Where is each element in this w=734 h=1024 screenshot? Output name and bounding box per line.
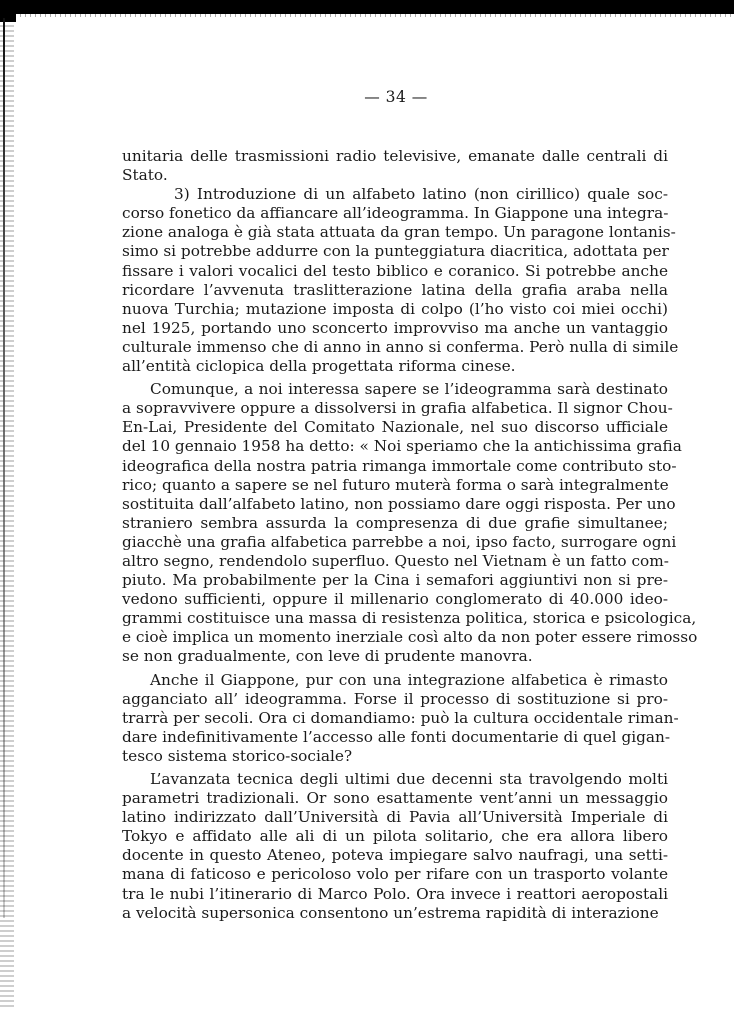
scan-top-border-noise (0, 14, 734, 17)
text-line: docente in questo Ateneo, poteva impiegare salvo naufragi, una setti- (122, 846, 668, 865)
text-line: grammi costituisce una massa di resistenza politica, storica e psicologica, (122, 609, 697, 628)
text-line: nuova Turchia; mutazione imposta di colpo (l’ho visto coi miei occhi) (122, 299, 668, 318)
text-line: all’entità ciclopica della progettata riforma cinese. (122, 357, 516, 376)
text-line: straniero sembra assurda la compresenza di due grafie simultanee; (122, 513, 668, 532)
text-line: se non gradualmente, con leve di prudente manovra. (122, 647, 533, 666)
text-line: ideografica della nostra patria rimanga immortale come contributo sto- (122, 456, 677, 475)
page-number: — 34 — (364, 88, 428, 106)
text-line: Anche il Giappone, pur con una integrazione alfabetica è rimasto (150, 670, 668, 689)
body-text (122, 147, 698, 923)
text-line: giacchè una grafia alfabetica parrebbe a noi, ipso facto, surrogare ogni (122, 532, 677, 551)
scan-left-edge-line (3, 18, 5, 918)
text-line: tra le nubi l’itinerario di Marco Polo. Ora invece i reattori aeropostali (122, 884, 668, 903)
text-line: Comunque, a noi interessa sapere se l’ideogramma sarà destinato (150, 380, 668, 399)
text-line: mana di faticoso e pericoloso volo per rifare con un trasporto volante (122, 865, 668, 884)
text-line: culturale immenso che di anno in anno si conferma. Però nulla di simile (122, 337, 679, 356)
text-line: latino indirizzato dall’Università di Pavia all’Università Imperiale di (122, 808, 668, 827)
text-line: 3) Introduzione di un alfabeto latino (non cirillico) quale soc- (174, 185, 668, 204)
text-line: corso fonetico da affiancare all’ideogramma. In Giappone una integra- (122, 204, 669, 223)
paragraph-avanzata-tecnica (122, 770, 668, 923)
text-line: dare indefinitivamente l’accesso alle fonti documentarie di quel gigan- (122, 727, 671, 746)
text-line: zione analoga è già stata attuata da gran tempo. Un paragone lontanis- (122, 223, 676, 242)
scan-top-border (0, 0, 734, 14)
text-line: simo si potrebbe addurre con la punteggiatura diacritica, adottata per (122, 242, 669, 261)
text-line: nel 1925, portando uno sconcerto improvviso ma anche un vantaggio (122, 318, 668, 337)
paragraph-giappone (122, 670, 679, 766)
text-line: piuto. Ma probabilmente per la Cina i semafori aggiuntivi non si pre- (122, 571, 668, 590)
text-line: L’avanzata tecnica degli ultimi due decenni sta travolgendo molti (150, 770, 668, 788)
text-line: fissare i valori vocalici del testo biblico e coranico. Si potrebbe anche (122, 261, 668, 280)
text-line: a velocità supersonica consentono un’estrema rapidità di interazione (122, 903, 659, 922)
text-line: rico; quanto a sapere se nel futuro muterà forma o sarà integralmente (122, 475, 669, 494)
text-line: vedono sufficienti, oppure il millenario conglomerato di 40.000 ideo- (122, 590, 668, 609)
text-line: trarrà per secoli. Ora ci domandiamo: può la cultura occidentale riman- (122, 708, 679, 727)
text-line: e cioè implica un momento inerziale così alto da non poter essere rimosso (122, 628, 698, 647)
text-line: agganciato all’ ideogramma. Forse il processo di sostituzione si pro- (122, 689, 668, 708)
text-line: del 10 gennaio 1958 ha detto: « Noi speriamo che la antichissima grafia (122, 437, 682, 456)
paragraph-point-3 (122, 185, 679, 376)
text-line: parametri tradizionali. Or sono esattamente vent’anni un messaggio (122, 789, 668, 808)
paragraph-continuation (122, 147, 668, 185)
text-line: ricordare l’avvenuta traslitterazione latina della grafia araba nella (122, 280, 668, 299)
text-line: Tokyo e affidato alle ali di un pilota solitario, che era allora libero (122, 827, 668, 846)
text-line: tesco sistema storico-sociale? (122, 746, 353, 765)
text-line: a sopravvivere oppure a dissolversi in grafia alfabetica. Il signor Chou- (122, 399, 673, 418)
text-line: En-Lai, Presidente del Comitato Nazionale, nel suo discorso ufficiale (122, 418, 668, 437)
text-line: altro segno, rendendolo superfluo. Questo nel Vietnam è un fatto com- (122, 551, 669, 570)
text-line: unitaria delle trasmissioni radio televisive, emanate dalle centrali di (122, 147, 668, 165)
paragraph-comunque (122, 380, 698, 666)
text-line: Stato. (122, 166, 168, 185)
text-line: sostituita dall’alfabeto latino, non possiamo dare oggi risposta. Per uno (122, 494, 676, 513)
